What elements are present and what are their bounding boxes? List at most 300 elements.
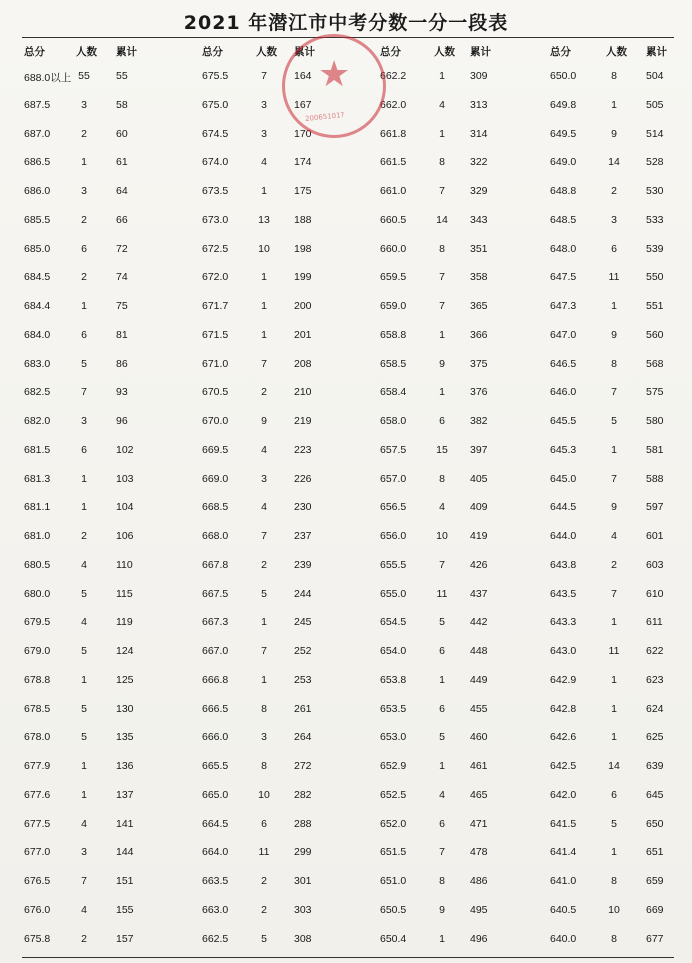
count-cell: 1 bbox=[611, 731, 617, 744]
score-cell: 684.4 bbox=[24, 300, 51, 312]
header-score: 总分 bbox=[24, 46, 45, 58]
count-cell: 7 bbox=[261, 357, 267, 370]
cumulative-cell: 175 bbox=[294, 185, 312, 197]
count-cell: 4 bbox=[261, 501, 267, 514]
score-cell: 666.0 bbox=[202, 731, 229, 744]
cumulative-cell: 597 bbox=[646, 501, 664, 514]
score-cell: 641.5 bbox=[550, 817, 577, 830]
cumulative-cell: 125 bbox=[116, 673, 134, 686]
cumulative-cell: 199 bbox=[294, 271, 312, 284]
score-cell: 687.5 bbox=[24, 98, 51, 111]
count-cell: 7 bbox=[439, 558, 445, 571]
score-cell: 674.0 bbox=[202, 156, 229, 169]
cumulative-cell: 486 bbox=[470, 875, 488, 887]
score-cell: 658.0 bbox=[380, 415, 407, 427]
score-cell: 667.5 bbox=[202, 587, 229, 600]
count-cell: 1 bbox=[611, 702, 617, 715]
count-cell: 6 bbox=[81, 242, 87, 255]
score-cell: 680.0 bbox=[24, 587, 51, 600]
cumulative-cell: 533 bbox=[646, 213, 664, 226]
cumulative-cell: 124 bbox=[116, 645, 134, 657]
count-cell: 2 bbox=[81, 213, 87, 226]
count-cell: 5 bbox=[611, 817, 617, 830]
count-cell: 1 bbox=[439, 386, 445, 399]
cumulative-cell: 288 bbox=[294, 817, 312, 830]
score-cell: 664.0 bbox=[202, 846, 229, 859]
score-cell: 642.6 bbox=[550, 731, 577, 744]
score-cell: 643.0 bbox=[550, 645, 577, 657]
score-cell: 671.5 bbox=[202, 328, 229, 341]
count-cell: 8 bbox=[611, 932, 617, 945]
count-cell: 8 bbox=[261, 760, 267, 772]
cumulative-cell: 135 bbox=[116, 731, 134, 744]
score-cell: 681.0 bbox=[24, 530, 51, 542]
count-cell: 7 bbox=[81, 875, 87, 887]
score-cell: 645.5 bbox=[550, 415, 577, 427]
cumulative-cell: 86 bbox=[116, 357, 128, 370]
score-cell: 643.3 bbox=[550, 616, 577, 629]
header-count: 人数 bbox=[76, 46, 97, 58]
cumulative-cell: 624 bbox=[646, 702, 664, 715]
cumulative-cell: 245 bbox=[294, 616, 312, 629]
score-cell: 678.5 bbox=[24, 702, 51, 715]
cumulative-cell: 465 bbox=[470, 788, 488, 801]
score-cell: 675.0 bbox=[202, 98, 229, 111]
score-cell: 654.5 bbox=[380, 616, 407, 629]
cumulative-cell: 66 bbox=[116, 213, 128, 226]
cumulative-cell: 167 bbox=[294, 98, 312, 111]
cumulative-cell: 314 bbox=[470, 127, 488, 140]
count-cell: 7 bbox=[611, 472, 617, 485]
cumulative-cell: 103 bbox=[116, 472, 134, 485]
count-cell: 2 bbox=[611, 185, 617, 197]
cumulative-cell: 611 bbox=[646, 616, 663, 629]
score-cell: 665.5 bbox=[202, 760, 229, 772]
score-cell: 668.0 bbox=[202, 530, 229, 542]
count-cell: 5 bbox=[611, 415, 617, 427]
count-cell: 5 bbox=[261, 587, 267, 600]
cumulative-cell: 448 bbox=[470, 645, 488, 657]
score-cell: 660.0 bbox=[380, 242, 407, 255]
count-cell: 8 bbox=[439, 472, 445, 485]
score-cell: 647.5 bbox=[550, 271, 577, 284]
count-cell: 8 bbox=[439, 156, 445, 169]
score-cell: 668.5 bbox=[202, 501, 229, 514]
cumulative-cell: 645 bbox=[646, 788, 664, 801]
cumulative-cell: 200 bbox=[294, 300, 312, 312]
count-cell: 7 bbox=[81, 386, 87, 399]
score-cell: 658.4 bbox=[380, 386, 407, 399]
score-cell: 681.5 bbox=[24, 443, 51, 456]
cumulative-cell: 625 bbox=[646, 731, 664, 744]
count-cell: 5 bbox=[261, 932, 267, 945]
score-cell: 677.6 bbox=[24, 788, 51, 801]
cumulative-cell: 309 bbox=[470, 70, 488, 82]
score-cell: 653.8 bbox=[380, 673, 407, 686]
score-cell: 671.0 bbox=[202, 357, 229, 370]
score-cell: 659.5 bbox=[380, 271, 407, 284]
score-cell: 644.0 bbox=[550, 530, 577, 542]
count-cell: 9 bbox=[439, 903, 445, 916]
cumulative-cell: 382 bbox=[470, 415, 488, 427]
count-cell: 1 bbox=[611, 673, 617, 686]
cumulative-cell: 308 bbox=[294, 932, 312, 945]
header-count: 人数 bbox=[256, 46, 277, 58]
cumulative-cell: 426 bbox=[470, 558, 488, 571]
score-cell: 662.5 bbox=[202, 932, 229, 945]
cumulative-cell: 252 bbox=[294, 645, 312, 657]
cumulative-cell: 201 bbox=[294, 328, 312, 341]
score-cell: 673.0 bbox=[202, 213, 229, 226]
count-cell: 7 bbox=[611, 587, 617, 600]
score-cell: 655.0 bbox=[380, 587, 407, 600]
header-cumulative: 累计 bbox=[116, 46, 137, 58]
count-cell: 2 bbox=[261, 386, 267, 399]
count-cell: 2 bbox=[261, 875, 267, 887]
score-cell: 652.9 bbox=[380, 760, 407, 772]
score-cell: 651.0 bbox=[380, 875, 407, 887]
cumulative-cell: 299 bbox=[294, 846, 312, 859]
cumulative-cell: 343 bbox=[470, 213, 488, 226]
cumulative-cell: 210 bbox=[294, 386, 312, 399]
count-cell: 5 bbox=[439, 731, 445, 744]
score-cell: 685.0 bbox=[24, 242, 51, 255]
score-cell: 658.8 bbox=[380, 328, 407, 341]
cumulative-cell: 253 bbox=[294, 673, 312, 686]
score-cell: 649.0 bbox=[550, 156, 577, 169]
score-cell: 687.0 bbox=[24, 127, 51, 140]
count-cell: 2 bbox=[81, 271, 87, 284]
count-cell: 6 bbox=[439, 415, 445, 427]
count-cell: 2 bbox=[81, 530, 87, 542]
score-cell: 666.5 bbox=[202, 702, 229, 715]
score-cell: 662.2 bbox=[380, 70, 407, 82]
score-cell: 656.5 bbox=[380, 501, 407, 514]
header-score: 总分 bbox=[202, 46, 223, 58]
count-cell: 2 bbox=[81, 932, 87, 945]
cumulative-cell: 471 bbox=[470, 817, 488, 830]
count-cell: 3 bbox=[81, 846, 87, 859]
score-cell: 676.0 bbox=[24, 903, 51, 916]
cumulative-cell: 437 bbox=[470, 587, 488, 600]
cumulative-cell: 409 bbox=[470, 501, 488, 514]
count-cell: 1 bbox=[611, 98, 617, 111]
score-cell: 642.0 bbox=[550, 788, 577, 801]
cumulative-cell: 442 bbox=[470, 616, 488, 629]
count-cell: 6 bbox=[81, 328, 87, 341]
score-cell: 642.9 bbox=[550, 673, 577, 686]
score-cell: 666.8 bbox=[202, 673, 229, 686]
cumulative-cell: 282 bbox=[294, 788, 312, 801]
count-cell: 1 bbox=[81, 788, 87, 801]
count-cell: 1 bbox=[439, 932, 445, 945]
cumulative-cell: 530 bbox=[646, 185, 664, 197]
cumulative-cell: 157 bbox=[116, 932, 134, 945]
score-cell: 642.5 bbox=[550, 760, 577, 772]
count-cell: 6 bbox=[81, 443, 87, 456]
score-cell: 643.8 bbox=[550, 558, 577, 571]
score-cell: 677.5 bbox=[24, 817, 51, 830]
count-cell: 7 bbox=[439, 300, 445, 312]
score-cell: 676.5 bbox=[24, 875, 51, 887]
cumulative-cell: 261 bbox=[294, 702, 312, 715]
score-cell: 646.5 bbox=[550, 357, 577, 370]
cumulative-cell: 136 bbox=[116, 760, 134, 772]
count-cell: 1 bbox=[81, 673, 87, 686]
cumulative-cell: 677 bbox=[646, 932, 664, 945]
count-cell: 10 bbox=[436, 530, 448, 542]
cumulative-cell: 639 bbox=[646, 760, 664, 772]
cumulative-cell: 550 bbox=[646, 271, 664, 284]
score-cell: 641.0 bbox=[550, 875, 577, 887]
cumulative-cell: 376 bbox=[470, 386, 488, 399]
cumulative-cell: 106 bbox=[116, 530, 134, 542]
cumulative-cell: 55 bbox=[116, 70, 128, 82]
count-cell: 1 bbox=[439, 127, 445, 140]
score-cell: 669.5 bbox=[202, 443, 229, 456]
count-cell: 6 bbox=[611, 242, 617, 255]
score-cell: 684.0 bbox=[24, 328, 51, 341]
cumulative-cell: 528 bbox=[646, 156, 664, 169]
cumulative-cell: 449 bbox=[470, 673, 488, 686]
score-cell: 653.5 bbox=[380, 702, 407, 715]
cumulative-cell: 119 bbox=[116, 616, 133, 629]
count-cell: 1 bbox=[81, 501, 87, 514]
cumulative-cell: 669 bbox=[646, 903, 664, 916]
cumulative-cell: 188 bbox=[294, 213, 312, 226]
count-cell: 3 bbox=[261, 731, 267, 744]
score-cell: 684.5 bbox=[24, 271, 51, 284]
cumulative-cell: 303 bbox=[294, 903, 312, 916]
count-cell: 15 bbox=[436, 443, 448, 456]
count-cell: 4 bbox=[261, 156, 267, 169]
cumulative-cell: 130 bbox=[116, 702, 134, 715]
count-cell: 6 bbox=[439, 817, 445, 830]
cumulative-cell: 603 bbox=[646, 558, 664, 571]
count-cell: 2 bbox=[261, 558, 267, 571]
cumulative-cell: 102 bbox=[116, 443, 134, 456]
cumulative-cell: 208 bbox=[294, 357, 312, 370]
score-cell: 682.5 bbox=[24, 386, 51, 399]
cumulative-cell: 144 bbox=[116, 846, 134, 859]
cumulative-cell: 580 bbox=[646, 415, 664, 427]
score-cell: 640.0 bbox=[550, 932, 577, 945]
score-cell: 682.0 bbox=[24, 415, 51, 427]
cumulative-cell: 568 bbox=[646, 357, 664, 370]
score-cell: 683.0 bbox=[24, 357, 51, 370]
cumulative-cell: 226 bbox=[294, 472, 312, 485]
cumulative-cell: 301 bbox=[294, 875, 312, 887]
count-cell: 10 bbox=[608, 903, 620, 916]
cumulative-cell: 313 bbox=[470, 98, 488, 111]
header-cumulative: 累计 bbox=[646, 46, 667, 58]
header-score: 总分 bbox=[380, 46, 401, 58]
cumulative-cell: 60 bbox=[116, 127, 128, 140]
count-cell: 8 bbox=[261, 702, 267, 715]
official-seal bbox=[282, 34, 386, 138]
cumulative-cell: 623 bbox=[646, 673, 664, 686]
score-cell: 645.0 bbox=[550, 472, 577, 485]
header-cumulative: 累计 bbox=[470, 46, 491, 58]
cumulative-cell: 74 bbox=[116, 271, 128, 284]
count-cell: 1 bbox=[611, 300, 617, 312]
count-cell: 5 bbox=[81, 731, 87, 744]
header-count: 人数 bbox=[434, 46, 455, 58]
count-cell: 1 bbox=[439, 328, 445, 341]
score-cell: 679.0 bbox=[24, 645, 51, 657]
count-cell: 6 bbox=[611, 788, 617, 801]
cumulative-cell: 96 bbox=[116, 415, 128, 427]
score-cell: 675.8 bbox=[24, 932, 51, 945]
score-cell: 650.0 bbox=[550, 70, 577, 82]
count-cell: 1 bbox=[439, 760, 445, 772]
score-cell: 661.0 bbox=[380, 185, 407, 197]
count-cell: 2 bbox=[611, 558, 617, 571]
count-cell: 3 bbox=[611, 213, 617, 226]
score-cell: 647.3 bbox=[550, 300, 577, 312]
count-cell: 5 bbox=[81, 645, 87, 657]
count-cell: 55 bbox=[78, 70, 90, 82]
score-cell: 657.5 bbox=[380, 443, 407, 456]
count-cell: 9 bbox=[611, 127, 617, 140]
score-cell: 655.5 bbox=[380, 558, 407, 571]
count-cell: 8 bbox=[611, 357, 617, 370]
count-cell: 1 bbox=[261, 328, 267, 341]
score-cell: 660.5 bbox=[380, 213, 407, 226]
count-cell: 3 bbox=[81, 98, 87, 111]
cumulative-cell: 514 bbox=[646, 127, 664, 140]
count-cell: 1 bbox=[81, 300, 87, 312]
score-cell: 646.0 bbox=[550, 386, 577, 399]
count-cell: 3 bbox=[261, 472, 267, 485]
score-cell: 647.0 bbox=[550, 328, 577, 341]
count-cell: 6 bbox=[439, 645, 445, 657]
count-cell: 4 bbox=[439, 501, 445, 514]
score-cell: 656.0 bbox=[380, 530, 407, 542]
count-cell: 1 bbox=[261, 616, 267, 629]
count-cell: 6 bbox=[261, 817, 267, 830]
count-cell: 1 bbox=[261, 673, 267, 686]
cumulative-cell: 170 bbox=[294, 127, 312, 140]
score-cell: 648.8 bbox=[550, 185, 577, 197]
count-cell: 4 bbox=[439, 98, 445, 111]
count-cell: 4 bbox=[81, 817, 87, 830]
score-cell: 686.0 bbox=[24, 185, 51, 197]
cumulative-cell: 365 bbox=[470, 300, 488, 312]
score-cell: 665.0 bbox=[202, 788, 229, 801]
cumulative-cell: 539 bbox=[646, 242, 664, 255]
seal-code: 20065101? bbox=[304, 110, 345, 124]
score-cell: 651.5 bbox=[380, 846, 407, 859]
cumulative-cell: 551 bbox=[646, 300, 664, 312]
score-cell: 688.0以上 bbox=[24, 72, 72, 84]
count-cell: 3 bbox=[81, 415, 87, 427]
score-cell: 670.0 bbox=[202, 415, 229, 427]
cumulative-cell: 81 bbox=[116, 328, 128, 341]
score-cell: 654.0 bbox=[380, 645, 407, 657]
count-cell: 11 bbox=[258, 846, 270, 859]
score-cell: 642.8 bbox=[550, 702, 577, 715]
count-cell: 5 bbox=[81, 357, 87, 370]
cumulative-cell: 581 bbox=[646, 443, 664, 456]
cumulative-cell: 496 bbox=[470, 932, 488, 945]
count-cell: 7 bbox=[439, 185, 445, 197]
cumulative-cell: 601 bbox=[646, 530, 664, 542]
score-cell: 650.5 bbox=[380, 903, 407, 916]
cumulative-cell: 110 bbox=[116, 558, 133, 571]
count-cell: 8 bbox=[439, 242, 445, 255]
score-cell: 664.5 bbox=[202, 817, 229, 830]
score-cell: 661.5 bbox=[380, 156, 407, 169]
cumulative-cell: 504 bbox=[646, 70, 664, 82]
cumulative-cell: 478 bbox=[470, 846, 488, 859]
count-cell: 14 bbox=[436, 213, 448, 226]
count-cell: 3 bbox=[81, 185, 87, 197]
count-cell: 9 bbox=[611, 328, 617, 341]
score-cell: 657.0 bbox=[380, 472, 407, 485]
score-cell: 652.5 bbox=[380, 788, 407, 801]
score-cell: 653.0 bbox=[380, 731, 407, 744]
header-score: 总分 bbox=[550, 46, 571, 58]
count-cell: 7 bbox=[261, 70, 267, 82]
cumulative-cell: 351 bbox=[470, 242, 488, 255]
count-cell: 11 bbox=[436, 587, 448, 600]
score-cell: 640.5 bbox=[550, 903, 577, 916]
count-cell: 8 bbox=[439, 875, 445, 887]
score-cell: 643.5 bbox=[550, 587, 577, 600]
count-cell: 7 bbox=[439, 846, 445, 859]
count-cell: 5 bbox=[439, 616, 445, 629]
cumulative-cell: 366 bbox=[470, 328, 488, 341]
score-cell: 649.8 bbox=[550, 98, 577, 111]
cumulative-cell: 610 bbox=[646, 587, 664, 600]
score-cell: 662.0 bbox=[380, 98, 407, 111]
cumulative-cell: 272 bbox=[294, 760, 312, 772]
cumulative-cell: 61 bbox=[116, 156, 128, 169]
count-cell: 11 bbox=[608, 645, 620, 657]
count-cell: 4 bbox=[81, 558, 87, 571]
count-cell: 4 bbox=[261, 443, 267, 456]
score-cell: 686.5 bbox=[24, 156, 51, 169]
score-cell: 677.0 bbox=[24, 846, 51, 859]
count-cell: 9 bbox=[261, 415, 267, 427]
cumulative-cell: 137 bbox=[116, 788, 134, 801]
score-cell: 645.3 bbox=[550, 443, 577, 456]
count-cell: 7 bbox=[439, 271, 445, 284]
cumulative-cell: 651 bbox=[646, 846, 664, 859]
score-cell: 672.5 bbox=[202, 242, 229, 255]
count-cell: 8 bbox=[611, 875, 617, 887]
count-cell: 3 bbox=[261, 98, 267, 111]
count-cell: 10 bbox=[258, 788, 270, 801]
cumulative-cell: 115 bbox=[116, 587, 133, 600]
cumulative-cell: 322 bbox=[470, 156, 488, 169]
count-cell: 1 bbox=[439, 70, 445, 82]
count-cell: 4 bbox=[81, 903, 87, 916]
cumulative-cell: 650 bbox=[646, 817, 664, 830]
score-cell: 663.0 bbox=[202, 903, 229, 916]
cumulative-cell: 151 bbox=[116, 875, 134, 887]
count-cell: 1 bbox=[81, 760, 87, 772]
count-cell: 1 bbox=[81, 156, 87, 169]
cumulative-cell: 505 bbox=[646, 98, 664, 111]
count-cell: 9 bbox=[439, 357, 445, 370]
cumulative-cell: 264 bbox=[294, 731, 312, 744]
count-cell: 9 bbox=[611, 501, 617, 514]
count-cell: 1 bbox=[261, 185, 267, 197]
score-cell: 649.5 bbox=[550, 127, 577, 140]
score-cell: 658.5 bbox=[380, 357, 407, 370]
